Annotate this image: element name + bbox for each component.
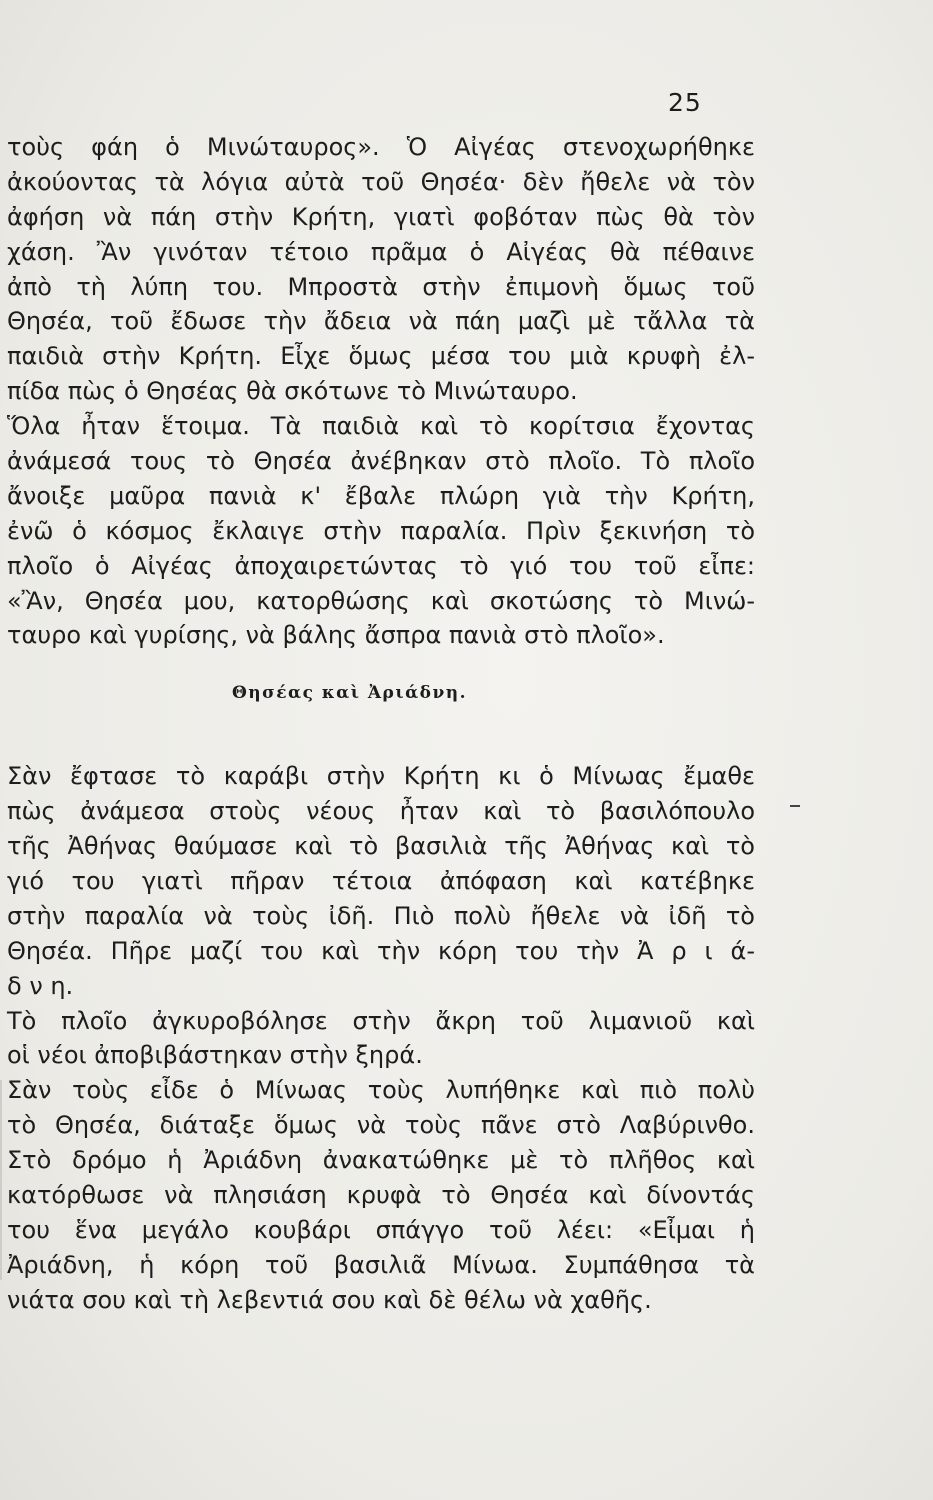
text-line: Σὰν τοὺς εἶδε ὁ Μίνωας τοὺς λυπήθηκε καὶ πιὸ πολὺ [7,1076,755,1105]
text-line: χάση. Ἂν γινόταν τέτοιο πρᾶμα ὁ Αἰγέας θὰ πέθαινε [7,237,755,266]
text-line: του ἕνα μεγάλο κουβάρι σπάγγο τοῦ λέει: «Εἶμαι ἡ [7,1215,755,1244]
text-line: ταυρο καὶ γυρίσης, νὰ βάλης ἄσπρα πανιὰ στὸ πλοῖο». [7,621,665,650]
text-line: ἀνάμεσά τους τὸ Θησέα ἀνέβηκαν στὸ πλοῖο. Τὸ πλοῖο [7,447,755,476]
section-heading: Θησέας καὶ Ἀριάδνη. [232,683,468,704]
text-line: Τὸ πλοῖο ἀγκυροβόλησε στὴν ἄκρη τοῦ λιμανιοῦ καὶ [7,1006,755,1035]
text-line: Θησέα, τοῦ ἔδωσε τὴν ἄδεια νὰ πάη μαζὶ μὲ τἄλλα τὰ [7,307,755,336]
text-line: κατόρθωσε νὰ πλησιάση κρυφὰ τὸ Θησέα καὶ δίνοντάς [7,1181,755,1210]
text-line: πλοῖο ὁ Αἰγέας ἀποχαιρετώντας τὸ γιό του τοῦ εἶπε: [7,551,755,580]
body-text [7,130,755,1318]
text-line: ἀπὸ τὴ λύπη του. Μπροστὰ στὴν ἐπιμονὴ ὅμως τοῦ [7,272,755,301]
text-line: ἀφήση νὰ πάη στὴν Κρήτη, γιατὶ φοβόταν πὼς θὰ τὸν [7,202,755,231]
text-line: Ὅλα ἦταν ἕτοιμα. Τὰ παιδιὰ καὶ τὸ κορίτσια ἔχοντας [7,412,755,441]
text-line: τοὺς φάη ὁ Μινώταυρος». Ὁ Αἰγέας στενοχωρήθηκε [7,133,755,161]
text-line: νιάτα σου καὶ τὴ λεβεντιά σου καὶ δὲ θέλω νὰ χαθῆς. [7,1285,652,1314]
text-line: στὴν παραλία νὰ τοὺς ἰδῆ. Πιὸ πολὺ ἤθελε νὰ ἰδῆ τὸ [7,901,755,930]
text-before-heading [7,130,755,653]
text-line: πίδα πὼς ὁ Θησέας θὰ σκότωνε τὸ Μινώταυρο. [7,377,578,406]
text-line: Θησέα. Πῆρε μαζί του καὶ τὴν κόρη του τὴν Ἀ ρ ι ά- [7,936,755,965]
text-line: πὼς ἀνάμεσα στοὺς νέους ἦταν καὶ τὸ βασιλόπουλο [7,797,755,826]
text-line: τὸ Θησέα, διάταξε ὅμως νὰ τοὺς πᾶνε στὸ Λαβύρινθο. [7,1111,755,1140]
text-line: δ ν η. [7,971,74,1000]
text-line: ἐνῶ ὁ κόσμος ἔκλαιγε στὴν παραλία. Πρὶν ξεκινήση τὸ [7,516,755,545]
margin-mark [790,805,800,807]
text-after-heading [7,759,755,1317]
text-line: οἱ νέοι ἀποβιβάστηκαν στὴν ξηρά. [7,1041,423,1070]
text-line: «Ἂν, Θησέα μου, κατορθώσης καὶ σκοτώσης τὸ Μινώ- [7,586,755,615]
page-edge-mark [0,1080,2,1280]
text-line: Στὸ δρόμο ἡ Ἀριάδνη ἀνακατώθηκε μὲ τὸ πλῆθος καὶ [7,1146,755,1175]
text-line: ἄνοιξε μαῦρα πανιὰ κ' ἔβαλε πλώρη γιὰ τὴν Κρήτη, [7,481,755,510]
text-line: Σὰν ἔφτασε τὸ καράβι στὴν Κρήτη κι ὁ Μίνωας ἔμαθε [7,762,755,791]
text-line: ἀκούοντας τὰ λόγια αὐτὰ τοῦ Θησέα· δὲν ἤθελε νὰ τὸν [7,167,755,196]
text-line: γιό του γιατὶ πῆραν τέτοια ἀπόφαση καὶ κατέβηκε [7,867,755,896]
text-line: παιδιὰ στὴν Κρήτη. Εἶχε ὅμως μέσα του μιὰ κρυφὴ ἐλ- [7,342,755,371]
page-number: 25 [668,88,702,117]
text-line: Ἀριάδνη, ἡ κόρη τοῦ βασιλιᾶ Μίνωα. Συμπάθησα τὰ [7,1250,755,1279]
heading-block [7,653,755,759]
text-line: τῆς Ἀθήνας θαύμασε καὶ τὸ βασιλιὰ τῆς Ἀθήνας καὶ τὸ [7,832,755,861]
